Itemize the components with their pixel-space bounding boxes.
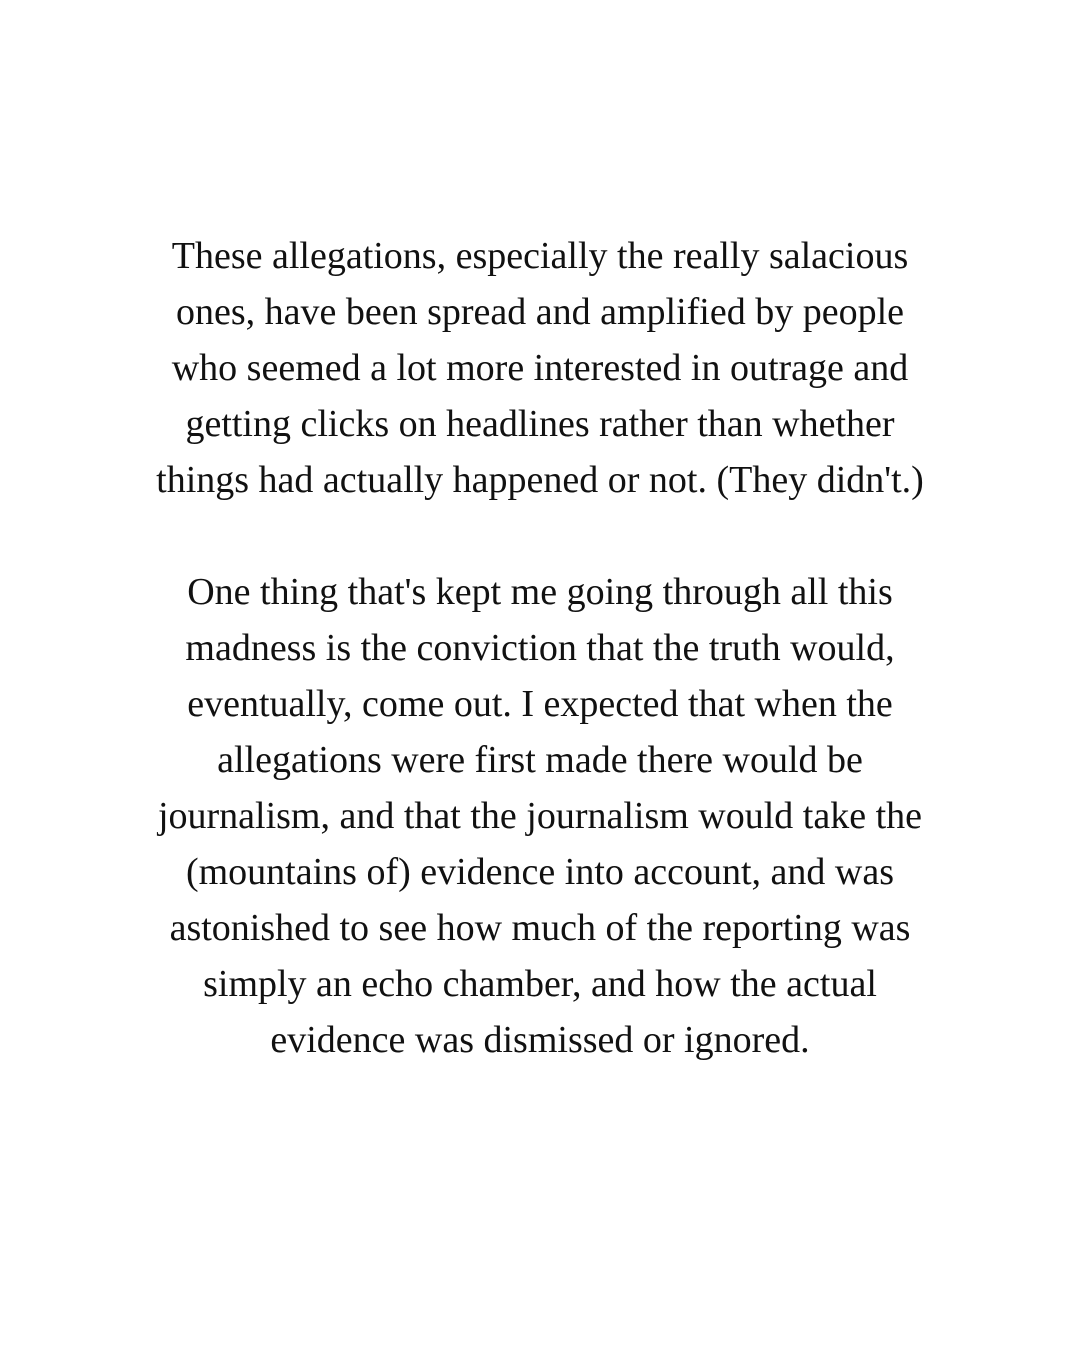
paragraph-line: eventually, come out. I expected that when the	[187, 683, 893, 725]
statement-text	[110, 228, 970, 1068]
paragraph-line: ones, have been spread and amplified by people	[175, 291, 905, 333]
paragraph-2	[110, 564, 970, 1068]
paragraph-line: These allegations, especially the really salacious	[171, 235, 909, 277]
paragraph-line: getting clicks on headlines rather than whether	[185, 403, 895, 445]
paragraph-line: simply an echo chamber, and how the actual	[203, 963, 877, 1005]
paragraph-line: allegations were first made there would be	[217, 739, 863, 781]
paragraph-line: evidence was dismissed or ignored.	[270, 1019, 810, 1061]
paragraph-line: (mountains of) evidence into account, and was	[185, 851, 895, 893]
paragraph-line: journalism, and that the journalism would take the	[157, 795, 923, 837]
paragraph-line: things had actually happened or not. (They didn't.)	[156, 459, 924, 501]
paragraph-1	[110, 228, 970, 508]
paragraph-line: who seemed a lot more interested in outrage and	[171, 347, 909, 389]
paragraph-line: One thing that's kept me going through all this	[187, 571, 893, 613]
paragraph-line: astonished to see how much of the reporting was	[169, 907, 911, 949]
paragraph-line: madness is the conviction that the truth would,	[185, 627, 895, 669]
